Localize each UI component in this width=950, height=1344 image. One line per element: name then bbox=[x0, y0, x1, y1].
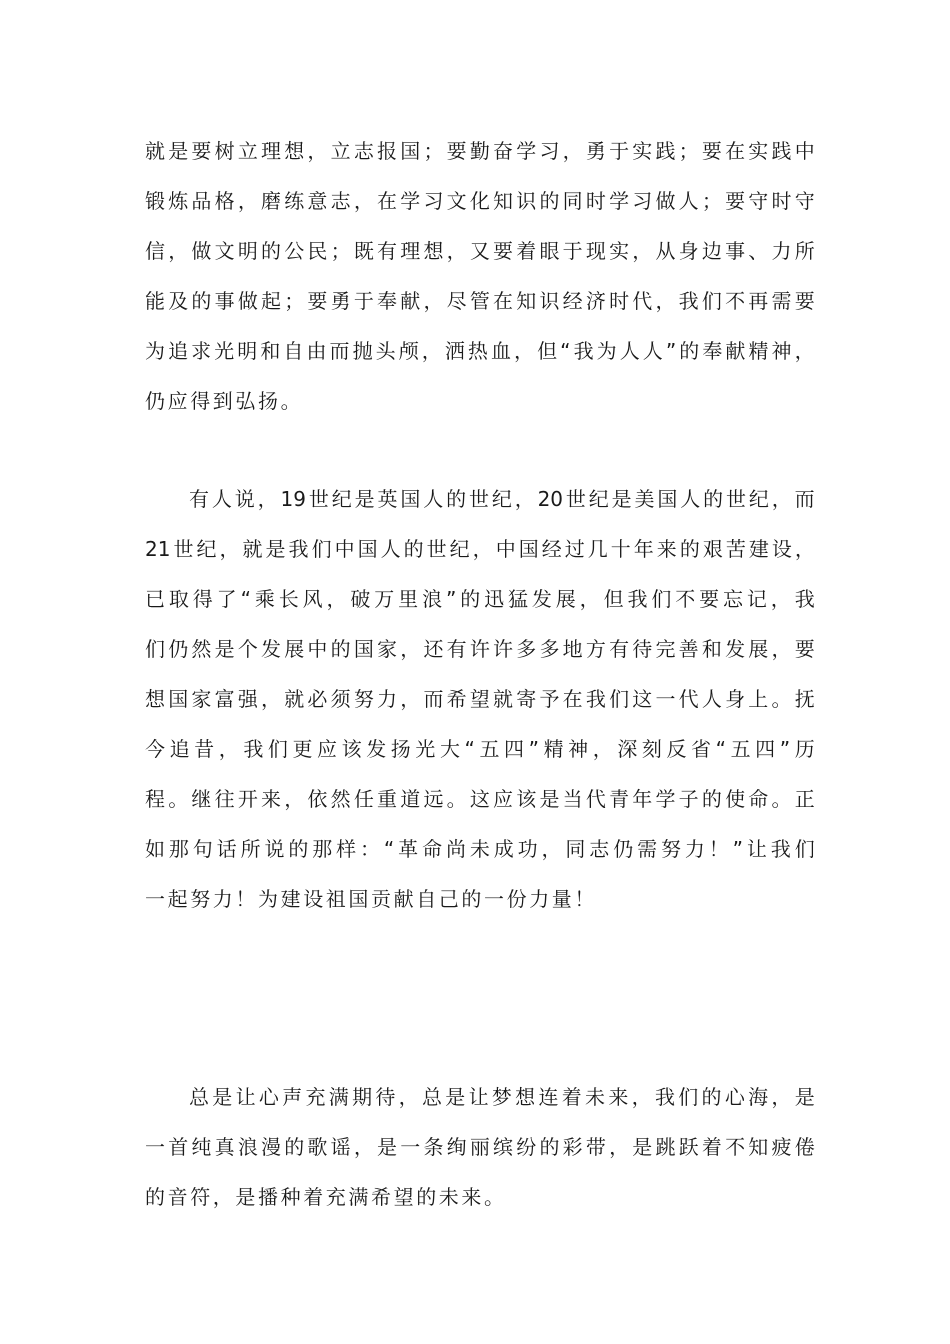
paragraph-1-line-3: 信 ， 做 文 明 的 公 民 ； 既 有 理 想 ， 又 要 着 眼 于 现 实 ， 从 身 边 事 、 力 所 bbox=[145, 239, 815, 263]
paragraph-2-line-7: 程 。 继 往 开 来 ， 依 然 任 重 道 远 。 这 应 该 是 当 代 青 年 学 子 的 使 命 。 正 bbox=[145, 787, 815, 811]
paragraph-1-line-5: 为 追 求 光 明 和 自 由 而 抛 头 颅 ， 洒 热 血 ， 但 “ 我 为 人 人 ” 的 奉 献 精 神 ， bbox=[145, 339, 815, 363]
paragraph-1-line-6: 仍应得到弘扬。 bbox=[145, 389, 304, 413]
paragraph-2-line-5: 想 国 家 富 强 ， 就 必 须 努 力 ， 而 希 望 就 寄 予 在 我 们 这 一 代 人 身 上 。 抚 bbox=[145, 687, 815, 711]
paragraph-2-line-3: 已 取 得 了 “ 乘 长 风 ， 破 万 里 浪 ” 的 迅 猛 发 展 ， 但 我 们 不 要 忘 记 ， 我 bbox=[145, 587, 815, 611]
paragraph-3-line-3: 的音符，是播种着充满希望的未来。 bbox=[145, 1185, 507, 1209]
paragraph-1-line-2: 锻 炼 品 格 ， 磨 练 意 志 ， 在 学 习 文 化 知 识 的 同 时 学 习 做 人 ； 要 守 时 守 bbox=[145, 189, 815, 213]
paragraph-2-line-8: 如 那 句 话 所 说 的 那 样 ： “ 革 命 尚 未 成 功 ， 同 志 仍 需 努 力 ！ ” 让 我 们 bbox=[145, 837, 815, 861]
paragraph-1-line-4: 能 及 的 事 做 起 ； 要 勇 于 奉 献 ， 尽 管 在 知 识 经 济 时 代 ， 我 们 不 再 需 要 bbox=[145, 289, 815, 313]
paragraph-2-line-2: 21 世 纪 ， 就 是 我 们 中 国 人 的 世 纪 ， 中 国 经 过 几 十 年 来 的 艰 苦 建 设 ， bbox=[145, 537, 815, 561]
paragraph-2-line-4: 们 仍 然 是 个 发 展 中 的 国 家 ， 还 有 许 许 多 多 地 方 有 待 完 善 和 发 展 ， 要 bbox=[145, 637, 815, 661]
paragraph-2-line-9: 一起努力！为建设祖国贡献自己的一份力量！ bbox=[145, 887, 597, 911]
paragraph-3-line-2: 一 首 纯 真 浪 漫 的 歌 谣 ， 是 一 条 绚 丽 缤 纷 的 彩 带 ， 是 跳 跃 着 不 知 疲 倦 bbox=[145, 1135, 815, 1159]
paragraph-2-line-1: 有 人 说 ， 19 世 纪 是 英 国 人 的 世 纪 ， 20 世 纪 是 美 国 人 的 世 纪 ， 而 bbox=[189, 487, 815, 511]
paragraph-3-line-1: 总 是 让 心 声 充 满 期 待 ， 总 是 让 梦 想 连 着 未 来 ， 我 们 的 心 海 ， 是 bbox=[189, 1085, 815, 1109]
paragraph-2-line-6: 今 追 昔 ， 我 们 更 应 该 发 扬 光 大 “ 五 四 ” 精 神 ， 深 刻 反 省 “ 五 四 ” 历 bbox=[145, 737, 815, 761]
paragraph-1-line-1: 就 是 要 树 立 理 想 ， 立 志 报 国 ； 要 勤 奋 学 习 ， 勇 于 实 践 ； 要 在 实 践 中 bbox=[145, 139, 815, 163]
